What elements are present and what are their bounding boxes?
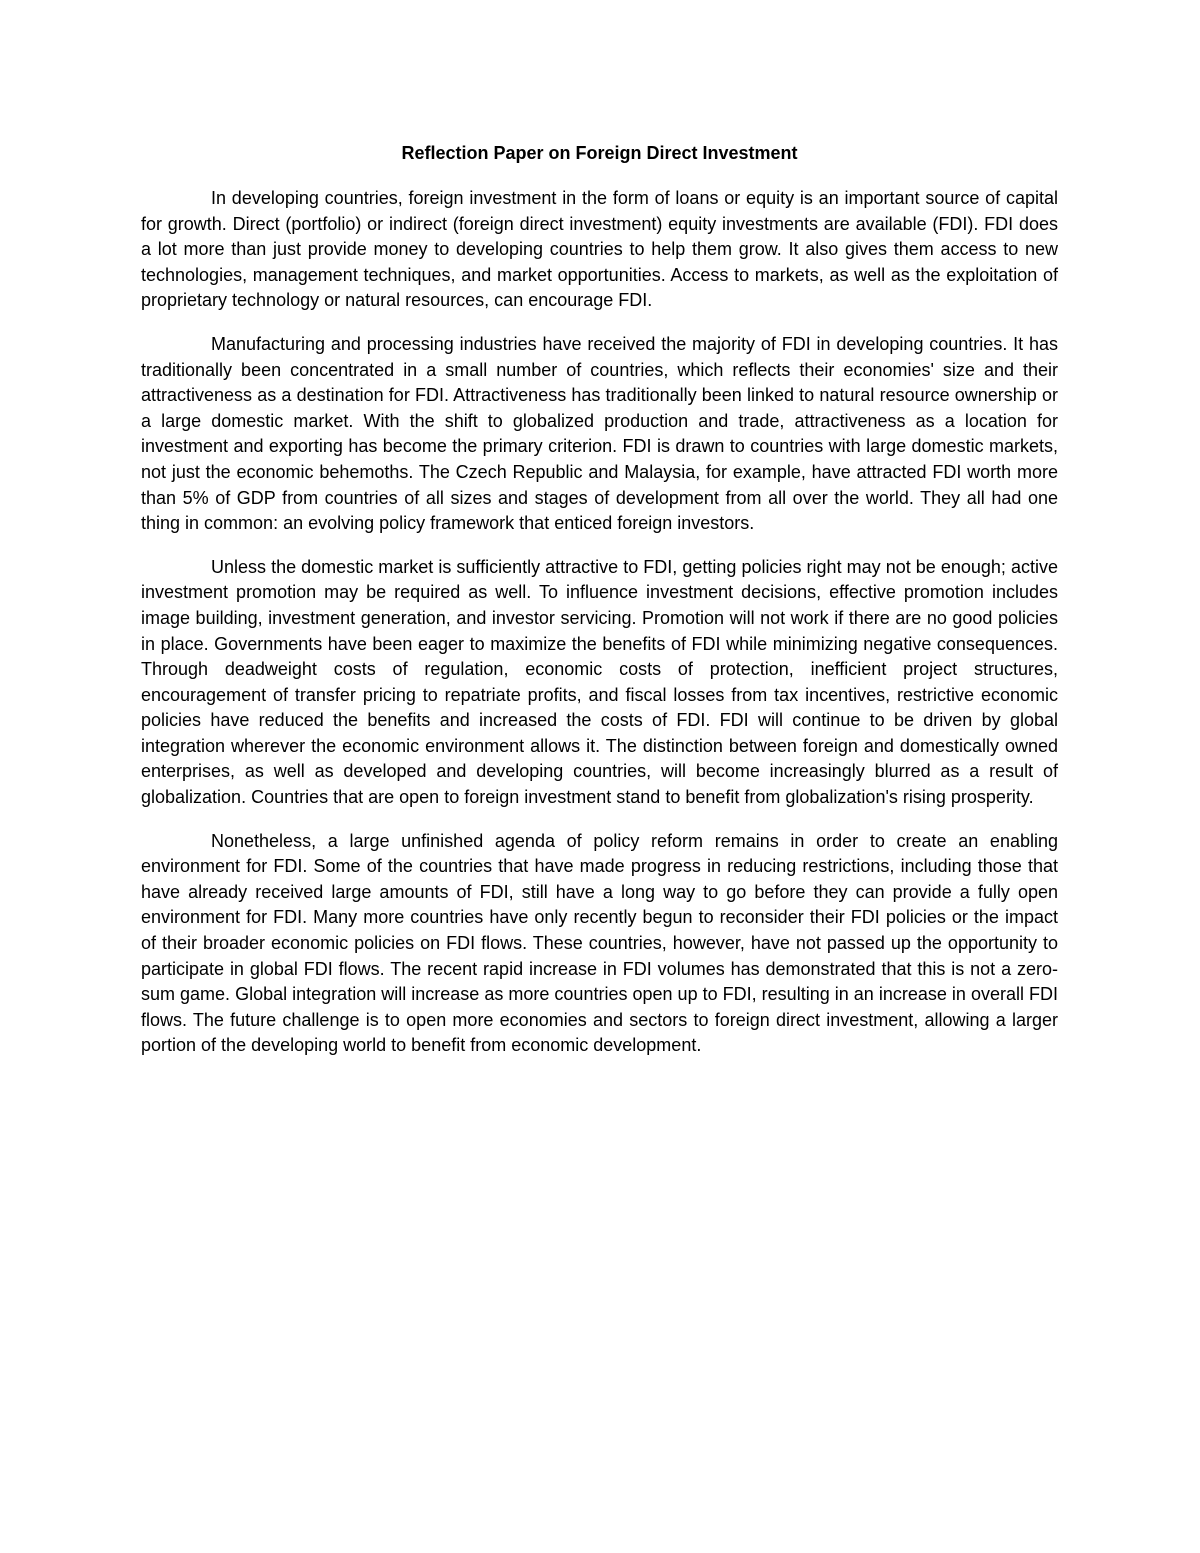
- document-body: [141, 141, 1058, 1059]
- paragraph-3: Unless the domestic market is sufficiently attractive to FDI, getting policies right may not be enough; active investment promotion may be required as well. To influence investment decisions, effective promotion includes image building, investment generation, and investor servicing. Promotion will not work if there are no good policies in place. Governments have been eager to maximize the benefits of FDI while minimizing negative consequences. Through deadweight costs of regulation, economic costs of protection, inefficient project structures, encouragement of transfer pricing to repatriate profits, and fiscal losses from tax incentives, restrictive economic policies have reduced the benefits and increased the costs of FDI. FDI will continue to be driven by global integration wherever the economic environment allows it. The distinction between foreign and domestically owned enterprises, as well as developed and developing countries, will become increasingly blurred as a result of globalization. Countries that are open to foreign investment stand to benefit from globalization's rising prosperity.: [141, 556, 1058, 808]
- paragraph-2: Manufacturing and processing industries have received the majority of FDI in developing countries. It has traditionally been concentrated in a small number of countries, which reflects their economies' size and their attractiveness as a destination for FDI. Attractiveness has traditionally been linked to natural resource ownership or a large domestic market. With the shift to globalized production and trade, attractiveness as a location for investment and exporting has become the primary criterion. FDI is drawn to countries with large domestic markets, not just the economic behemoths. The Czech Republic and Malaysia, for example, have attracted FDI worth more than 5% of GDP from countries of all sizes and stages of development from all over the world. They all had one thing in common: an evolving policy framework that enticed foreign investors.: [141, 333, 1058, 534]
- paragraph-1: In developing countries, foreign investment in the form of loans or equity is an important source of capital for growth. Direct (portfolio) or indirect (foreign direct investment) equity investments are available (FDI). FDI does a lot more than just provide money to developing countries to help them grow. It also gives them access to new technologies, management techniques, and market opportunities. Access to markets, as well as the exploitation of proprietary technology or natural resources, can encourage FDI.: [141, 188, 1058, 311]
- paragraph-4: Nonetheless, a large unfinished agenda of policy reform remains in order to create an enabling environment for FDI. Some of the countries that have made progress in reducing restrictions, including those that have already received large amounts of FDI, still have a long way to go before they can provide a fully open environment for FDI. Many more countries have only recently begun to reconsider their FDI policies or the impact of their broader economic policies on FDI flows. These countries, however, have not passed up the opportunity to participate in global FDI flows. The recent rapid increase in FDI volumes has demonstrated that this is not a zero-sum game. Global integration will increase as more countries open up to FDI, resulting in an increase in overall FDI flows. The future challenge is to open more economies and sectors to foreign direct investment, allowing a larger portion of the developing world to benefit from economic development.: [141, 830, 1058, 1056]
- document-title: Reflection Paper on Foreign Direct Investment: [401, 143, 798, 163]
